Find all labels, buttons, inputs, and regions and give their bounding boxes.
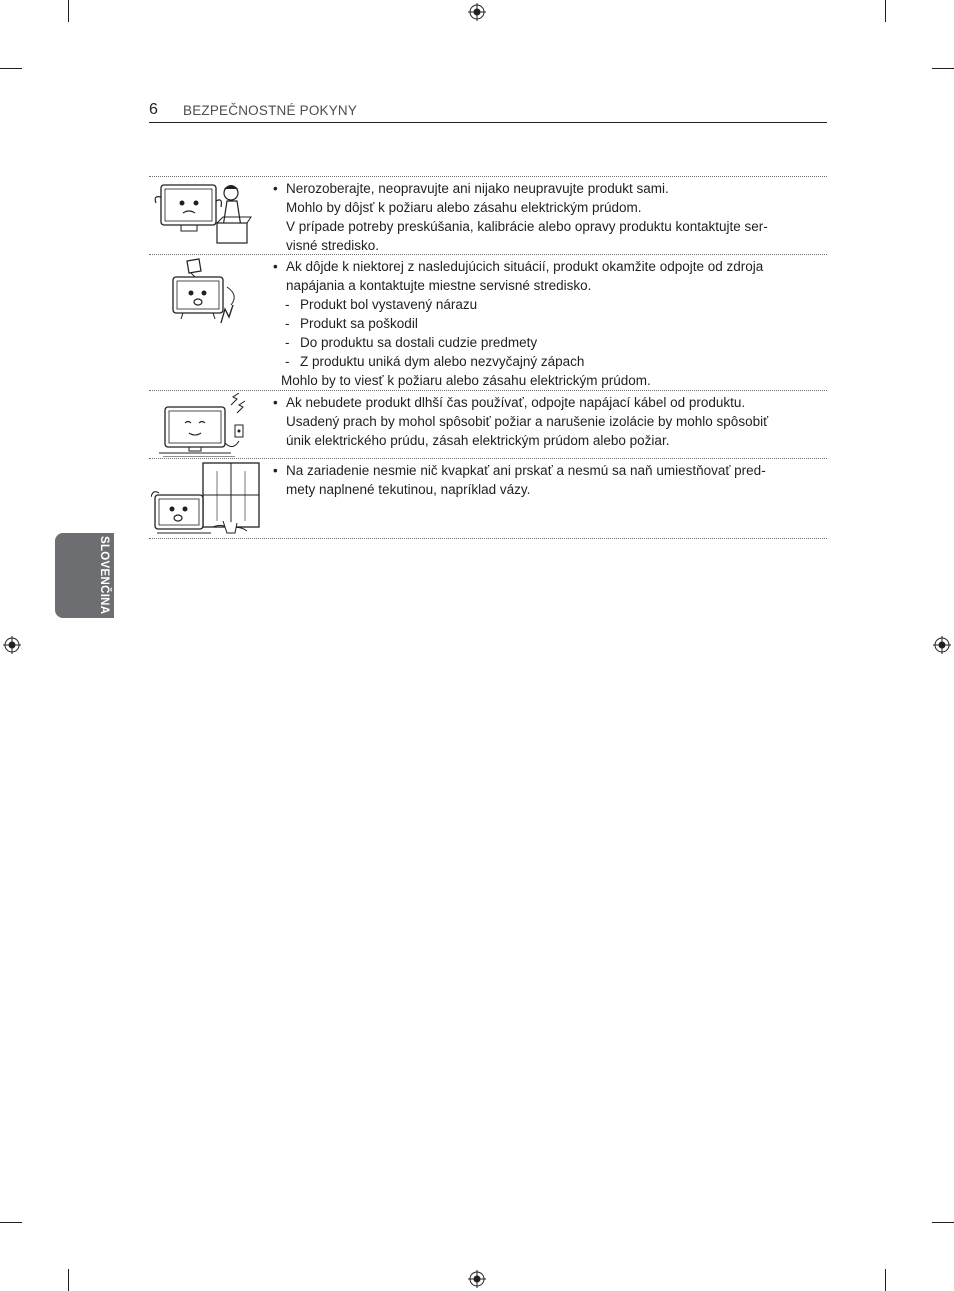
crop-mark [885, 1269, 886, 1291]
dash: - [285, 297, 290, 312]
crop-mark [932, 68, 954, 69]
crop-mark [68, 0, 69, 22]
registration-mark-icon [933, 636, 951, 654]
safety-item [149, 458, 827, 539]
crop-mark [0, 68, 22, 69]
registration-mark-icon [3, 636, 21, 654]
dash: - [285, 335, 290, 350]
page-number: 6 [149, 101, 158, 118]
item-line: V prípade potreby preskúšania, kalibrácie alebo opravy produktu kontaktujte ser- [286, 219, 768, 234]
item-line: visné stredisko. [286, 238, 380, 253]
crop-mark [932, 1222, 954, 1223]
list-item-text: Do produktu sa dostali cudzie predmety [300, 335, 538, 350]
dash: - [285, 316, 290, 331]
crop-mark [0, 1222, 22, 1223]
list-item [273, 352, 823, 371]
item-text [273, 393, 823, 450]
item-line: Mohlo by dôjsť k požiaru alebo zásahu elektrickým prúdom. [286, 200, 642, 215]
registration-mark-icon [468, 3, 486, 21]
safety-item [149, 390, 827, 459]
bullet: • [273, 259, 278, 274]
language-label: SLOVENČINA [98, 536, 110, 615]
tv-impact-damage-icon [151, 257, 261, 329]
item-line: Nerozoberajte, neopravujte ani nijako neupravujte produkt sami. [286, 181, 669, 196]
item-line: napájania a kontaktujte miestne servisné stredisko. [286, 278, 592, 293]
list-item-text: Produkt bol vystavený nárazu [300, 297, 478, 312]
crop-mark [68, 1269, 69, 1291]
item-text [273, 179, 823, 255]
item-line: Na zariadenie nesmie nič kvapkať ani prskať a nesmú sa naň umiestňovať pred- [286, 463, 766, 478]
list-item [273, 333, 823, 352]
item-line: mety naplnené tekutinou, napríklad vázy. [286, 482, 531, 497]
list-item [273, 295, 823, 314]
list-item [273, 314, 823, 333]
tv-disassembly-person-icon [151, 179, 261, 251]
item-line: Ak nebudete produkt dlhší čas používať, odpojte napájací kábel od produktu. [286, 395, 746, 410]
item-text [273, 257, 823, 390]
tv-liquid-vase-icon [151, 461, 261, 537]
dash: - [285, 354, 290, 369]
safety-item [149, 176, 827, 255]
list-item-text: Produkt sa poškodil [300, 316, 418, 331]
item-footer: Mohlo by to viesť k požiaru alebo zásahu elektrickým prúdom. [281, 373, 651, 388]
item-line: únik elektrického prúdu, zásah elektrickým prúdom alebo požiar. [286, 433, 670, 448]
page-header [149, 101, 827, 123]
tv-unplugged-icon [151, 393, 261, 457]
list-item-text: Z produktu uniká dym alebo nezvyčajný zápach [300, 354, 585, 369]
registration-mark-icon [468, 1270, 486, 1288]
item-line: Ak dôjde k niektorej z nasledujúcich situácií, produkt okamžite odpojte od zdroja [286, 259, 764, 274]
item-line: Usadený prach by mohol spôsobiť požiar a narušenie izolácie by mohlo spôsobiť [286, 414, 769, 429]
crop-mark [885, 0, 886, 22]
safety-item [149, 254, 827, 391]
bullet: • [273, 395, 278, 410]
bullet: • [273, 463, 278, 478]
item-text [273, 461, 823, 499]
bullet: • [273, 181, 278, 196]
section-title: BEZPEČNOSTNÉ POKYNY [183, 103, 358, 118]
